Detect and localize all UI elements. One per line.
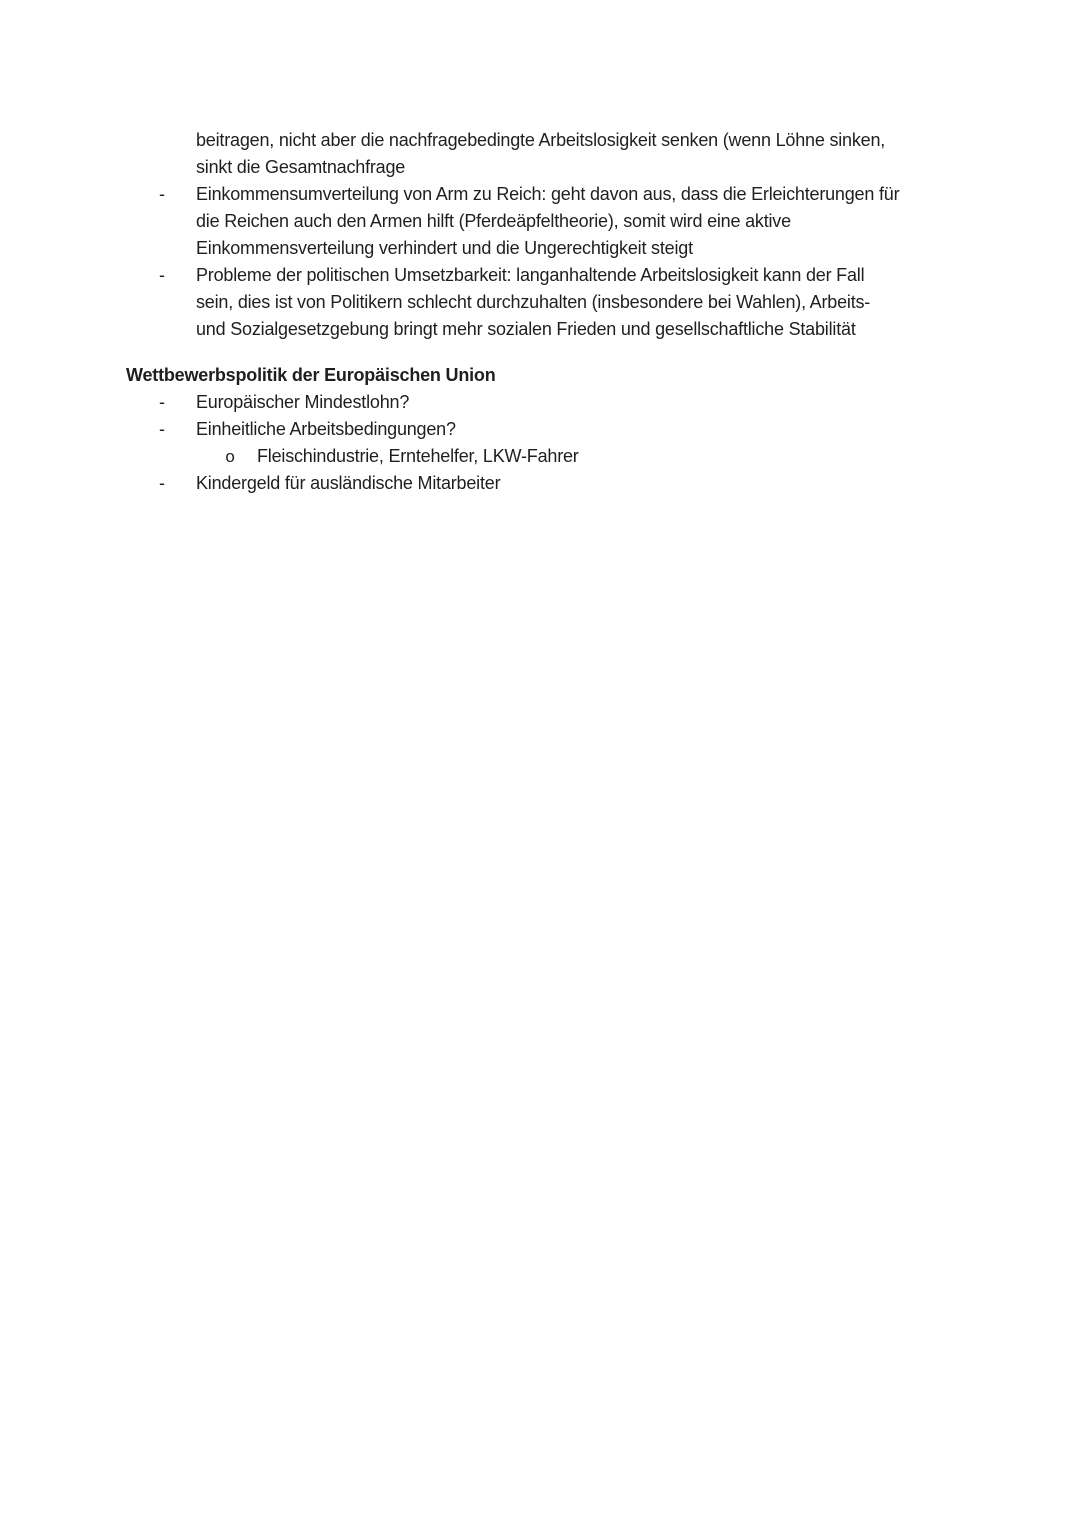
paragraph-continuation bbox=[0, 127, 1080, 181]
line-text: Einkommensumverteilung von Arm zu Reich: geht davon aus, dass die Erleichterungen für bbox=[196, 184, 900, 204]
line-text: Einkommensverteilung verhindert und die Ungerechtigkeit steigt bbox=[196, 238, 693, 258]
line-text: Fleischindustrie, Erntehelfer, LKW-Fahrer bbox=[257, 446, 579, 466]
line-text: die Reichen auch den Armen hilft (Pferdeäpfeltheorie), somit wird eine aktive bbox=[196, 211, 791, 231]
line-text: beitragen, nicht aber die nachfragebedingte Arbeitslosigkeit senken (wenn Löhne sinken, bbox=[196, 130, 886, 150]
document-content bbox=[0, 127, 1080, 497]
line-text: sein, dies ist von Politikern schlecht durchzuhalten (insbesondere bei Wahlen), Arbeits- bbox=[196, 292, 871, 312]
text-line bbox=[0, 235, 1080, 262]
text-line bbox=[0, 289, 1080, 316]
line-text: und Sozialgesetzgebung bringt mehr sozialen Frieden und gesellschaftliche Stabilität bbox=[196, 319, 856, 339]
bullet-marker: - bbox=[159, 184, 165, 204]
line-text: Einheitliche Arbeitsbedingungen? bbox=[196, 419, 456, 439]
text-line bbox=[0, 154, 1080, 181]
bullet-marker: - bbox=[159, 392, 165, 412]
section-heading: Wettbewerbspolitik der Europäischen Union bbox=[126, 365, 496, 385]
text-line bbox=[0, 181, 1080, 208]
text-line bbox=[0, 389, 1080, 416]
bullet-marker: - bbox=[159, 265, 165, 285]
text-line bbox=[0, 443, 1080, 470]
line-text: Probleme der politischen Umsetzbarkeit: langanhaltende Arbeitslosigkeit kann der Fall bbox=[196, 265, 865, 285]
line-text: Europäischer Mindestlohn? bbox=[196, 392, 410, 412]
text-line bbox=[0, 416, 1080, 443]
bullet-list-section bbox=[0, 389, 1080, 497]
sub-bullet-marker: o bbox=[225, 449, 236, 468]
text-line bbox=[0, 470, 1080, 497]
line-text: Kindergeld für ausländische Mitarbeiter bbox=[196, 473, 501, 493]
line-text: sinkt die Gesamtnachfrage bbox=[196, 157, 406, 177]
text-line bbox=[0, 262, 1080, 289]
bullet-list-top bbox=[0, 181, 1080, 343]
text-line bbox=[0, 127, 1080, 154]
text-line bbox=[0, 208, 1080, 235]
text-line bbox=[0, 316, 1080, 343]
bullet-marker: - bbox=[159, 419, 165, 439]
bullet-marker: - bbox=[159, 473, 165, 493]
